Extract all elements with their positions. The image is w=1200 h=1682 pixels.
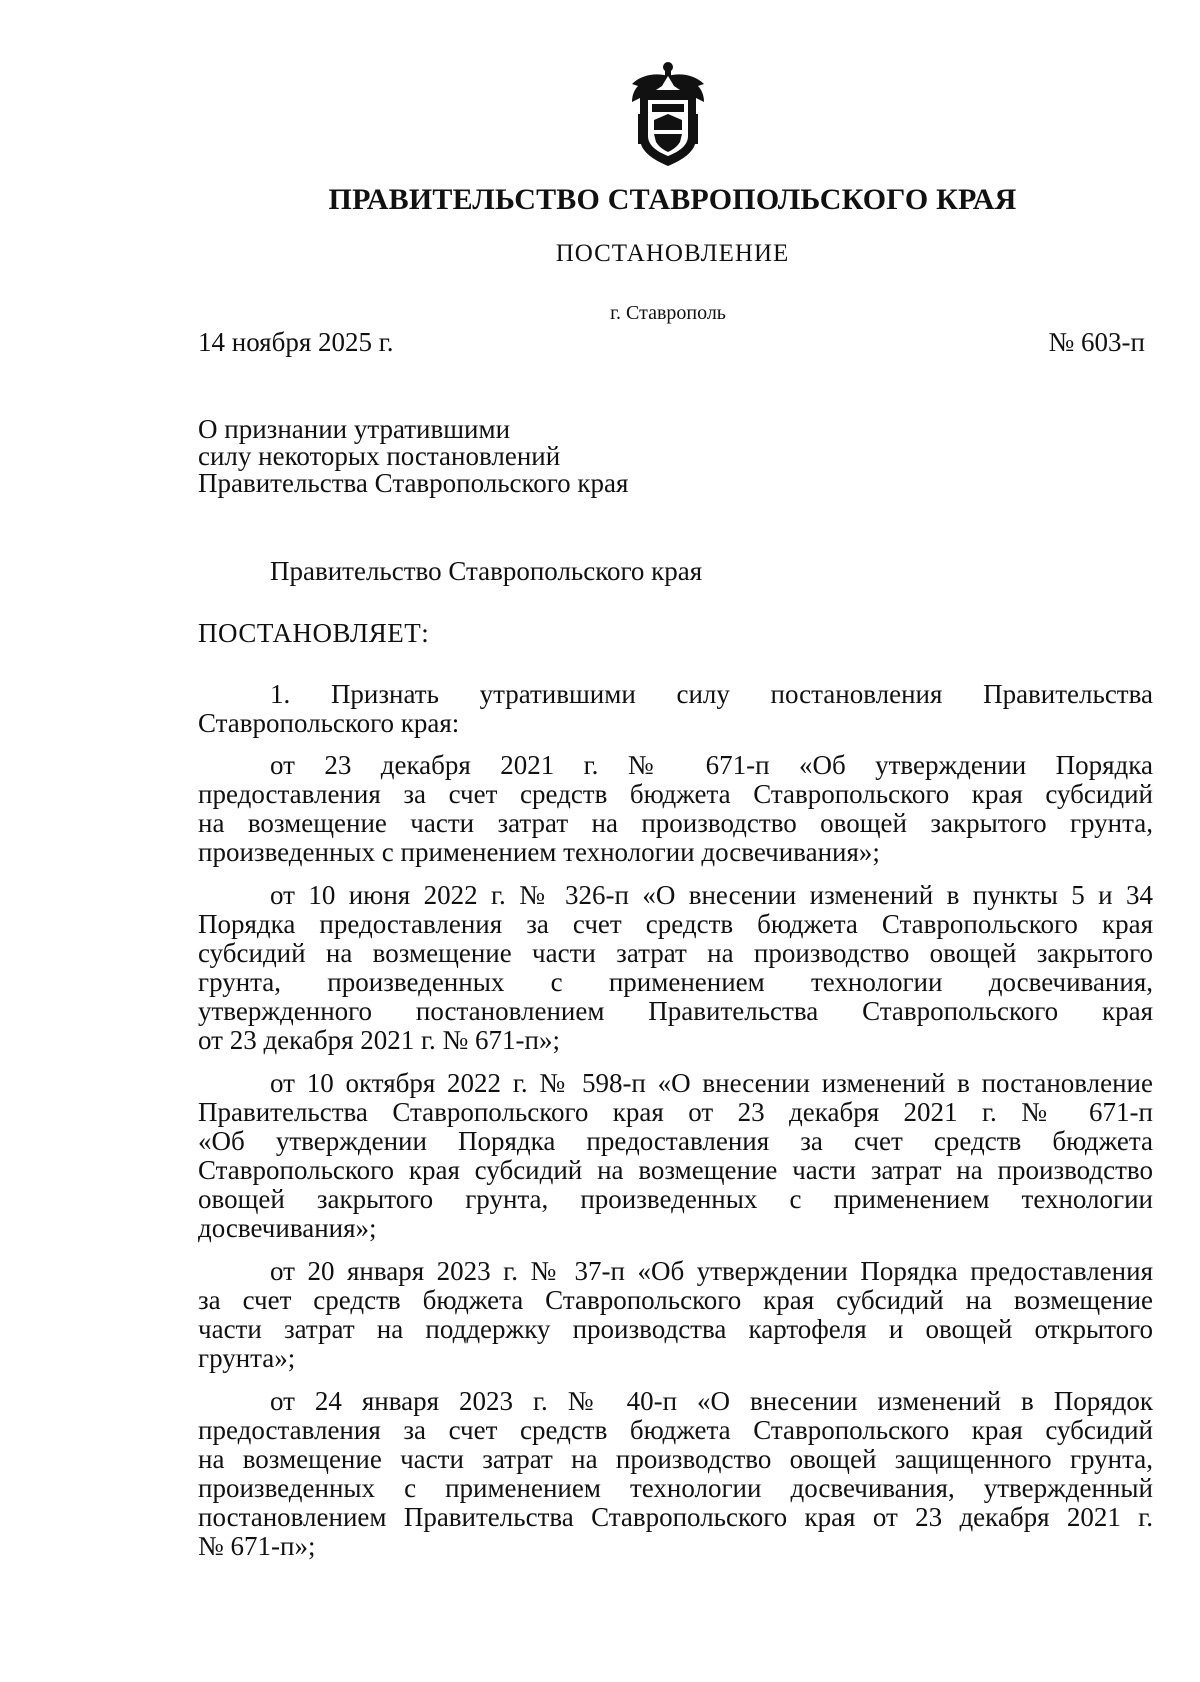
- body-line: предоставления за счет средств бюджета Ставропольского края субсидий: [198, 1415, 1153, 1445]
- body-line: Ставропольского края субсидий на возмещение части затрат на производство: [198, 1155, 1153, 1185]
- body-line: овощей закрытого грунта, произведенных с применением технологии: [198, 1184, 1153, 1214]
- body-line: грунта»;: [198, 1343, 296, 1373]
- document-subject: [198, 416, 758, 497]
- body-line: субсидий на возмещение части затрат на производство овощей закрытого: [198, 938, 1153, 968]
- government-title: ПРАВИТЕЛЬСТВО СТАВРОПОЛЬСКОГО КРАЯ: [328, 183, 1017, 216]
- subject-line: О признании утратившими: [198, 414, 511, 444]
- document-type: ПОСТАНОВЛЕНИЕ: [555, 240, 790, 267]
- resolves-heading: ПОСТАНОВЛЯЕТ:: [198, 618, 430, 648]
- body-line: части затрат на поддержку производства картофеля и овощей открытого: [198, 1314, 1153, 1344]
- city: г. Ставрополь: [610, 302, 726, 324]
- body-line: от 23 декабря 2021 г. № 671-п «Об утверждении Порядка: [270, 750, 1153, 780]
- body-line: предоставления за счет средств бюджета Ставропольского края субсидий: [198, 779, 1153, 809]
- body-line: произведенных с применением технологии досвечивания»;: [198, 837, 880, 867]
- body-line: грунта, произведенных с применением технологии досвечивания,: [198, 967, 1153, 997]
- body-line: от 20 января 2023 г. № 37-п «Об утверждении Порядка предоставления: [270, 1256, 1153, 1286]
- intro-text: Правительство Ставропольского края: [270, 556, 703, 586]
- body-line: постановлением Правительства Ставропольского края от 23 декабря 2021 г.: [198, 1502, 1153, 1532]
- body-line: 1. Признать утратившими силу постановления Правительства: [270, 679, 1153, 709]
- body-line: на возмещение части затрат на производство овощей защищенного грунта,: [198, 1444, 1153, 1474]
- body-line: от 23 декабря 2021 г. № 671-п»;: [198, 1025, 560, 1055]
- subject-line: Правительства Ставропольского края: [198, 468, 629, 498]
- body-line: Ставропольского края:: [198, 708, 460, 738]
- subject-line: силу некоторых постановлений: [198, 441, 561, 471]
- coat-of-arms-emblem: [624, 60, 712, 168]
- body-line: на возмещение части затрат на производство овощей закрытого грунта,: [198, 808, 1153, 838]
- body-line: утвержденного постановлением Правительства Ставропольского края: [198, 996, 1153, 1026]
- body-line: от 10 октября 2022 г. № 598-п «О внесении изменений в постановление: [270, 1068, 1153, 1098]
- body-line: Порядка предоставления за счет средств бюджета Ставропольского края: [198, 909, 1153, 939]
- body-line: Правительства Ставропольского края от 23 декабря 2021 г. № 671-п: [198, 1097, 1153, 1127]
- document-date: 14 ноября 2025 г.: [198, 327, 394, 357]
- body-line: за счет средств бюджета Ставропольского края субсидий на возмещение: [198, 1285, 1153, 1315]
- body-line: № 671-п»;: [198, 1531, 316, 1561]
- body-line: досвечивания»;: [198, 1213, 377, 1243]
- body-line: «Об утверждении Порядка предоставления за счет средств бюджета: [198, 1126, 1153, 1156]
- body-line: от 10 июня 2022 г. № 326-п «О внесении изменений в пункты 5 и 34: [270, 880, 1153, 910]
- body-line: произведенных с применением технологии досвечивания, утвержденный: [198, 1473, 1153, 1503]
- body-line: от 24 января 2023 г. № 40-п «О внесении изменений в Порядок: [270, 1386, 1153, 1416]
- document-number: № 603-п: [1048, 327, 1145, 357]
